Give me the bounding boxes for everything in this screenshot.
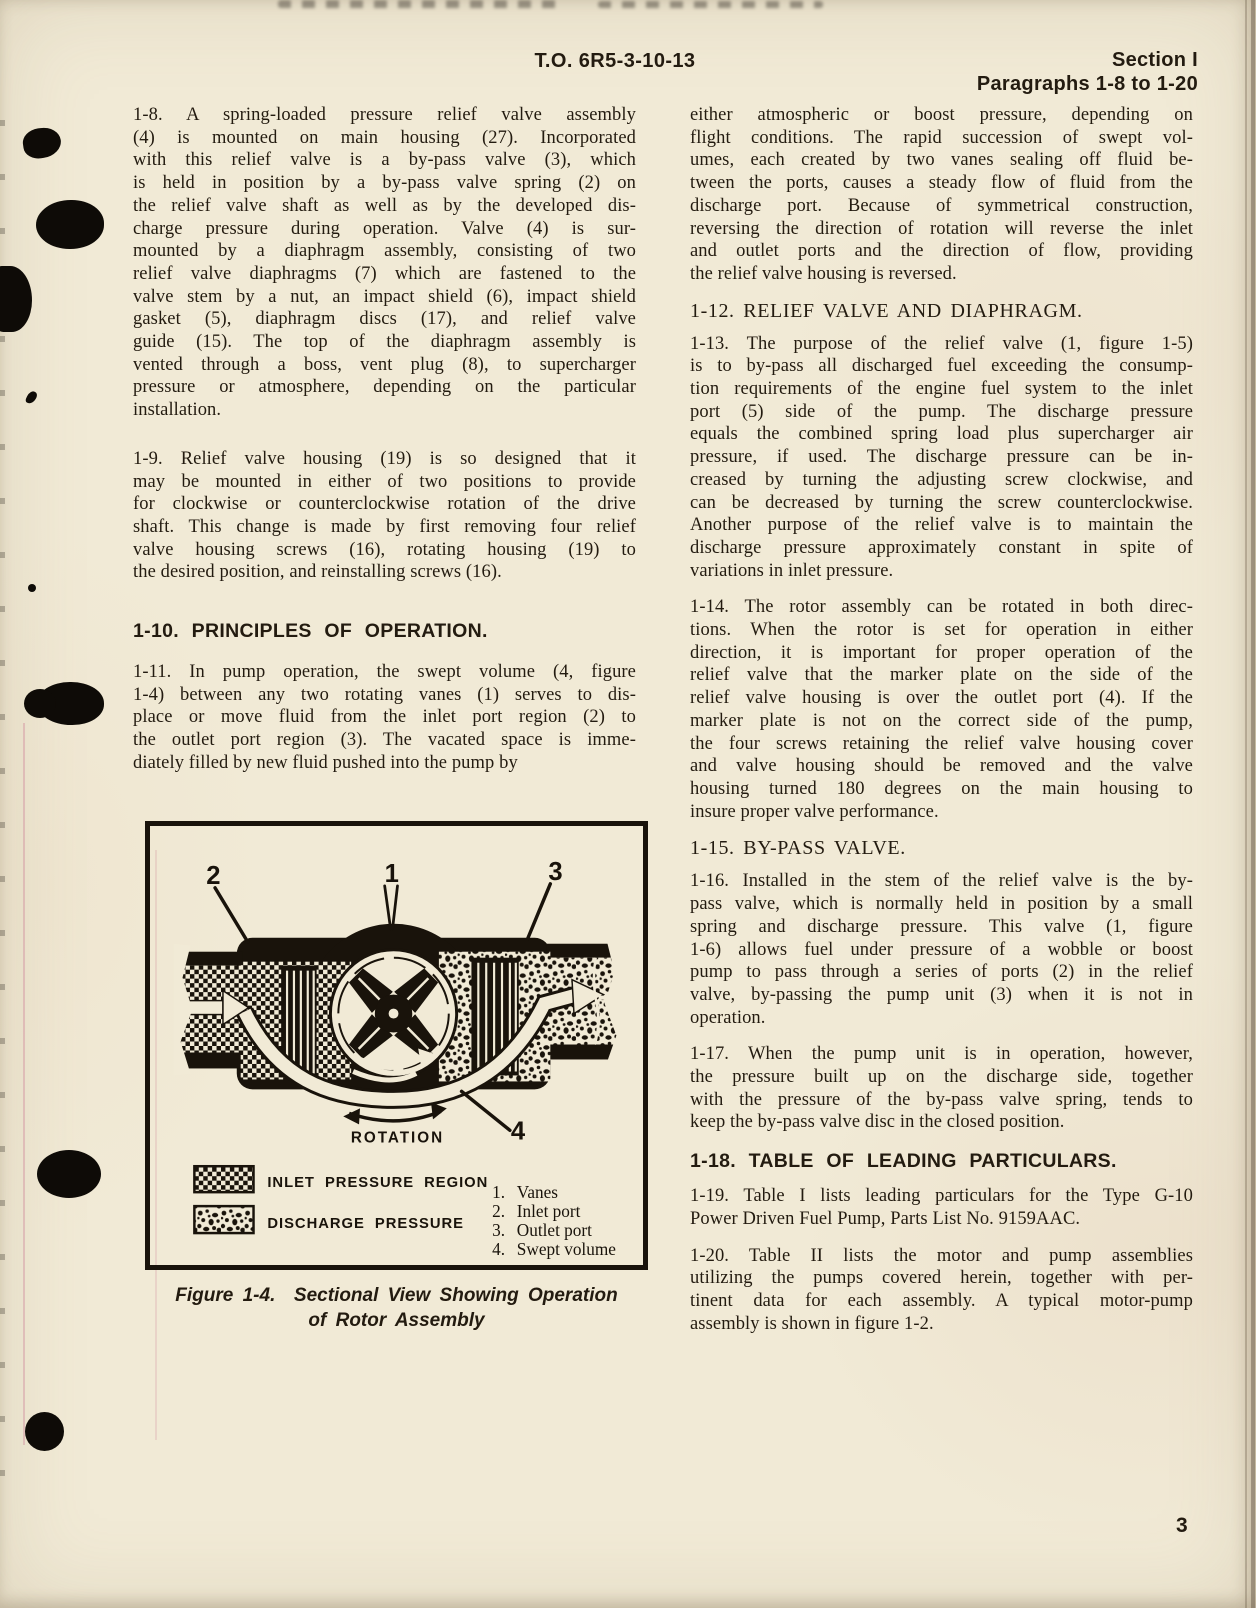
paragraph-1-14: 1-14. The rotor assembly can be rotated in both direc- tions. When the rotor is set for operation in either direction, it is important for proper operation of the relief valve that the marker plate on the side of the relief valve housing is over the outlet port (4). If the marker plate is not on the correct side of the pump, the four screws retaining the relief valve housing cover and valve housing should be removed and the valve housing turned 180 degrees on the main housing to insure proper valve performance. xyxy=(690,597,1193,822)
heading-1-10: 1-10. PRINCIPLES OF OPERATION. xyxy=(133,620,488,643)
paragraph-1-13: 1-13. The purpose of the relief valve (1, figure 1-5) is to by-pass all discharged fuel exceeding the consump- tion requirements of the engine fuel system to the inlet port (5) side of the pump. The discharge pressure equals the combined spring load plus supercharger air pressure, if used. The discharge pressure can be in- creased by turning the adjusting screw clockwise, and can be decreased by turning the screw counterclockwise. Another purpose of the relief valve is to maintain the discharge pressure approximately constant in spite of variations in inlet pressure. xyxy=(690,333,1193,581)
heading-1-12: 1-12. RELIEF VALVE AND DIAPHRAGM. xyxy=(690,299,1083,322)
key-label-inlet-port: Inlet port xyxy=(516,1202,581,1222)
legend-swatch-discharge xyxy=(194,1206,253,1233)
paragraph-1-8: 1-8. A spring-loaded pressure relief valve assembly (4) is mounted on main housing (27). Incorporated with this relief valve is a by-pass valve (3), which is held in position by a by-pass valve spring (2) on the relief valve shaft as well as by the developed dis- charge pressure during operation. Valve (4) is sur- mounted by a diaphragm assembly, consisting of two relief valve diaphragms (7) which are fastened to the valve stem by a nut, an impact shield (6), impact shield gasket (5), diaphragm discs (17), and relief valve guide (15). The top of the diaphragm assembly is vented through a boss, vent plug (8), to supercharger pressure or atmosphere, depending on the particular installation. xyxy=(133,105,636,421)
ink-blob xyxy=(36,200,104,249)
key-num-1: 1. xyxy=(492,1183,506,1203)
callout-3: 3 xyxy=(548,857,563,886)
section-label: Section I xyxy=(1111,49,1198,71)
page-number: 3 xyxy=(1176,1514,1188,1537)
callout-4: 4 xyxy=(510,1117,526,1146)
rotation-label: ROTATION xyxy=(350,1129,445,1147)
ink-speck xyxy=(25,390,39,406)
paragraph-1-19: 1-19. Table I lists leading particulars for the Type G-10 Power Driven Fuel Pump, Parts List No. 9159AAC. xyxy=(690,1186,1193,1229)
ink-speck xyxy=(28,584,36,592)
legend-swatch-inlet xyxy=(194,1166,253,1192)
key-label-vanes: Vanes xyxy=(516,1183,558,1203)
key-num-2: 2. xyxy=(492,1202,506,1222)
figure-1-4-diagram xyxy=(150,826,643,1265)
paragraph-1-17: 1-17. When the pump unit is in operation, however, the pressure built up on the discharge side, together with the pressure of the by-pass valve spring, tends to keep the by-pass valve disc in the closed position. xyxy=(690,1044,1193,1133)
heading-1-18: 1-18. TABLE OF LEADING PARTICULARS. xyxy=(690,1150,1117,1173)
figure-1-4-caption xyxy=(145,1283,648,1333)
figure-key xyxy=(492,1183,616,1259)
paragraph-range-label: Paragraphs 1-8 to 1-20 xyxy=(976,73,1198,95)
ink-blob xyxy=(21,126,63,161)
key-label-swept-volume: Swept volume xyxy=(516,1239,616,1260)
ink-blob xyxy=(37,1150,101,1198)
heading-1-15: 1-15. BY-PASS VALVE. xyxy=(690,837,906,860)
paragraph-1-16: 1-16. Installed in the stem of the relief valve is the by- pass valve, which is normally held in position by a small spring and discharge pressure. This valve (1, figure 1-6) allows fuel under pressure of a wobble or boost pump to pass through a series of ports (2) in the relief valve, by-passing the pump unit (3) when it is not in operation. xyxy=(690,871,1193,1028)
legend-label-discharge: DISCHARGE PRESSURE xyxy=(267,1216,465,1233)
callout-2: 2 xyxy=(206,861,221,890)
paragraph-1-11: 1-11. In pump operation, the swept volume (4, figure 1-4) between any two rotating vanes (1) serves to dis- place or move fluid from the inlet port region (2) to the outlet port region (3). The vacated space is imme- diately filled by new fluid pushed into the pump by xyxy=(133,662,636,773)
scan-crease-line xyxy=(23,723,25,1445)
paragraph-continuation: either atmospheric or boost pressure, depending on flight conditions. The rapid succession of swept vol- umes, each created by two vanes sealing off fluid be- tween the ports, causes a steady flow of fluid from the discharge port. Because of symmetrical construction, reversing the direction of rotation will reverse the inlet and outlet ports and the direction of flow, providing the relief valve housing is reversed. xyxy=(690,105,1193,284)
key-num-4: 4. xyxy=(492,1239,506,1260)
scan-crease-line xyxy=(1245,0,1247,1608)
scan-edge-shadow xyxy=(1251,0,1255,1608)
right-column xyxy=(690,104,1193,1349)
paragraph-1-9: 1-9. Relief valve housing (19) is so designed that it may be mounted in either of two positions to provide for clockwise or counterclockwise rotation of the drive shaft. This change is made by first removing four relief valve housing screws (16), rotating housing (19) to the desired position, and reinstalling screws (16). xyxy=(133,448,636,583)
ink-blob xyxy=(24,689,56,718)
technical-order-number: T.O. 6R5-3-10-13 xyxy=(534,50,696,72)
scan-artifact-top xyxy=(598,1,823,8)
paragraph-1-20: 1-20. Table II lists the motor and pump assemblies utilizing the pumps covered herein, together with per- tinent data for each assembly. A typical motor-pump assembly is shown in figure 1-2. xyxy=(690,1245,1193,1334)
legend-label-inlet: INLET PRESSURE REGION xyxy=(267,1175,489,1192)
scan-artifact-top xyxy=(278,0,563,8)
ink-blob xyxy=(25,1412,64,1451)
caption-line-2: of Rotor Assembly xyxy=(308,1310,485,1331)
ink-blob xyxy=(0,266,32,332)
inlet-pipe xyxy=(180,952,352,1080)
callout-1: 1 xyxy=(384,859,399,888)
header-section-block xyxy=(977,48,1198,96)
figure-1-4-box xyxy=(145,821,648,1270)
caption-line-1: Figure 1-4. Sectional View Showing Operation xyxy=(175,1285,618,1306)
key-label-outlet-port: Outlet port xyxy=(516,1220,592,1241)
left-column xyxy=(133,104,636,789)
key-num-3: 3. xyxy=(492,1220,506,1241)
